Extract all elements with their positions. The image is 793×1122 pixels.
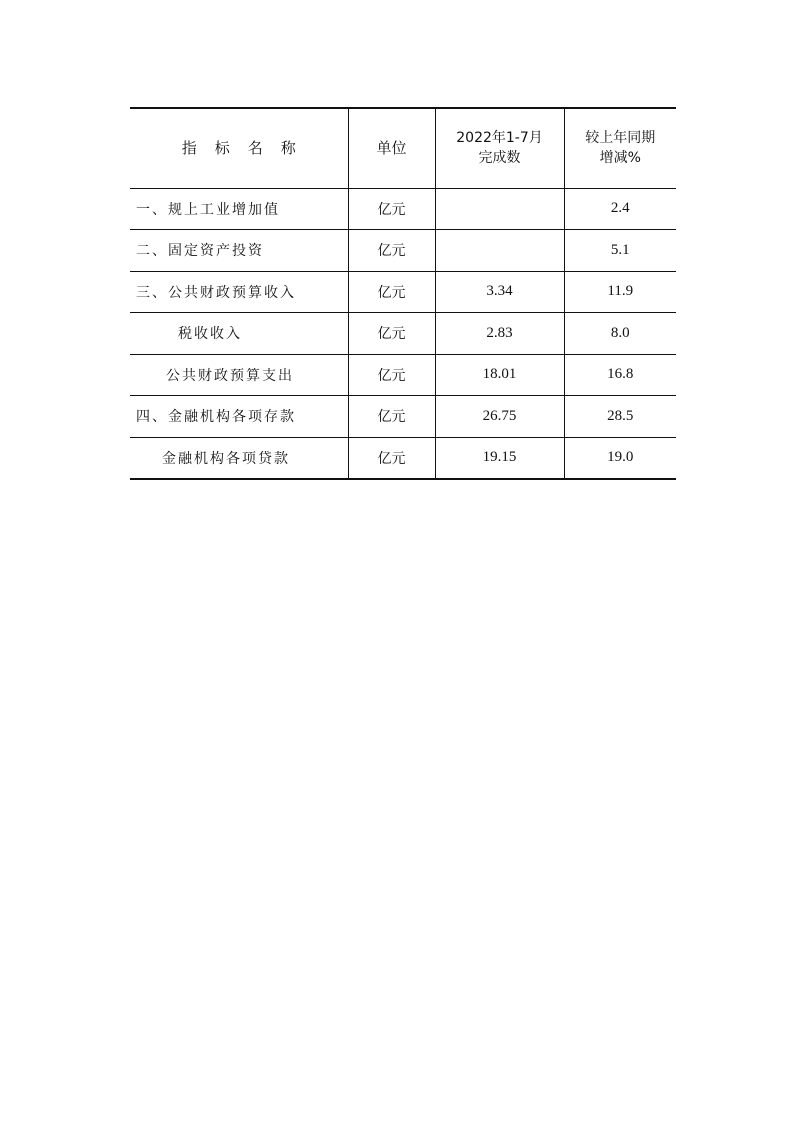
row-name: 二、固定资产投资: [130, 230, 348, 272]
row-unit: 亿元: [348, 188, 435, 230]
row-yoy: 2.4: [564, 188, 676, 230]
row-unit: 亿元: [348, 313, 435, 355]
table-row: [130, 354, 676, 396]
header-yoy-change: [564, 108, 676, 188]
header-yoy-line1: 较上年同期: [585, 130, 656, 147]
row-yoy: 28.5: [564, 396, 676, 438]
table-row: [130, 188, 676, 230]
row-name: 三、公共财政预算收入: [130, 271, 348, 313]
row-yoy: 19.0: [607, 449, 634, 465]
row-completed: 19.15: [435, 437, 564, 479]
row-yoy: 5.1: [564, 230, 676, 272]
row-completed: 3.34: [435, 271, 564, 313]
header-yoy-line2: 增减%: [599, 150, 641, 167]
row-name: 公共财政预算支出: [130, 354, 348, 396]
header-indicator-name-label: 指标名称: [181, 138, 314, 157]
table-row: [130, 437, 676, 479]
table-row: [130, 230, 676, 272]
row-completed: [435, 188, 564, 230]
header-completed-line2: 完成数: [478, 150, 521, 167]
statistics-table: [130, 107, 676, 480]
row-name: 四、金融机构各项存款: [130, 396, 348, 438]
row-completed: [435, 230, 564, 272]
row-name: 金融机构各项贷款: [130, 437, 348, 479]
row-unit: 亿元: [348, 230, 435, 272]
row-completed: 18.01: [435, 354, 564, 396]
header-indicator-name: [130, 108, 348, 188]
row-yoy: 16.8: [564, 354, 676, 396]
row-name: 税收收入: [130, 313, 348, 355]
row-unit: 亿元: [348, 271, 435, 313]
header-completed-line1: 2022年1-7月: [456, 130, 543, 147]
row-yoy: 11.9: [564, 271, 676, 313]
header-unit: 单位: [348, 108, 435, 188]
table-row: [130, 271, 676, 313]
table-header-row: [130, 108, 676, 188]
table-row: [130, 313, 676, 355]
row-name: 一、规上工业增加值: [130, 188, 348, 230]
row-yoy: 8.0: [564, 313, 676, 355]
header-completed-label: [456, 128, 543, 168]
row-unit: 亿元: [348, 437, 435, 479]
row-unit: 亿元: [348, 354, 435, 396]
table-row: [130, 396, 676, 438]
row-completed: 26.75: [435, 396, 564, 438]
row-completed: 2.83: [435, 313, 564, 355]
header-completed: [435, 108, 564, 188]
row-unit: 亿元: [348, 396, 435, 438]
header-yoy-label: [585, 128, 655, 168]
